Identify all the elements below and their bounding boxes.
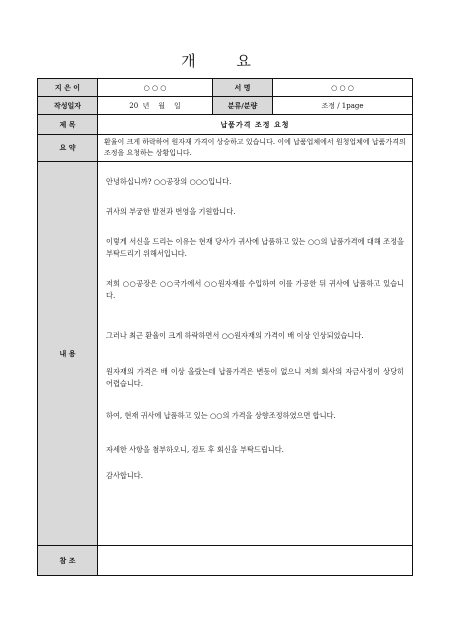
subject-label: 제 목 — [38, 115, 98, 135]
signature-label: 서 명 — [213, 79, 273, 97]
author-label: 지 은 이 — [38, 79, 98, 97]
content-paragraph: 이렇게 서신을 드리는 이유는 현재 당사가 귀사에 납품하고 있는 ○○의 납품가격에 대해 조정을 부탁드리기 위해서입니다. — [106, 237, 404, 258]
content-paragraph: 저희 ○○공장은 ○○국가에서 ○○원자재를 수입하여 이를 가공한 뒤 귀사에 납품하고 있습니다. — [106, 279, 404, 300]
summary-form-table — [37, 78, 413, 576]
content-paragraph: 안녕하십니까? ○○공장의 ○○○입니다. — [106, 177, 232, 186]
summary-row — [38, 135, 413, 162]
content-paragraph: 그러나 최근 환율이 크게 하락하면서 ○○원자재의 가격이 배 이상 인상되었습니다. — [106, 331, 364, 340]
date-label: 작성일자 — [38, 97, 98, 115]
content-label: 내 용 — [38, 162, 98, 546]
content-paragraph: 자세한 사항을 첨부하오니, 검토 후 회신을 부탁드립니다. — [106, 445, 284, 454]
subject-row — [38, 115, 413, 135]
category-label: 분류/분량 — [213, 97, 273, 115]
author-row — [38, 79, 413, 97]
page-title: 개 요 — [181, 52, 269, 70]
summary-value: 환율이 크게 하락하여 원자재 가격이 상승하고 있습니다. 이에 납품업체에서 원청업체에 납품가격의 조정을 요청하는 상황입니다. — [98, 135, 413, 162]
content-paragraph: 귀사의 부궁한 발전과 번영을 기원합니다. — [106, 207, 236, 216]
subject-value: 납품가격 조정 요청 — [98, 115, 413, 135]
reference-label: 참 조 — [38, 546, 98, 576]
author-value: ○ ○ ○ — [98, 79, 213, 97]
reference-value — [98, 546, 413, 576]
content-row — [38, 162, 413, 546]
content-paragraph: 감사합니다. — [106, 471, 144, 480]
date-row — [38, 97, 413, 115]
summary-label: 요 약 — [38, 135, 98, 162]
reference-row — [38, 546, 413, 576]
content-paragraph: 하여, 현재 귀사에 납품하고 있는 ○○의 가격을 상향조정하였으면 합니다. — [106, 411, 336, 420]
content-paragraph: 원자재의 가격은 배 이상 올랐는데 납품가격은 변동이 없으니 저희 회사의 자금사정이 상당히 어렵습니다. — [106, 367, 404, 388]
category-value: 조정 / 1page — [273, 97, 413, 115]
signature-value: ○ ○ ○ — [273, 79, 413, 97]
date-value: 20 년 월 일 — [98, 97, 213, 115]
content-body — [98, 162, 413, 546]
